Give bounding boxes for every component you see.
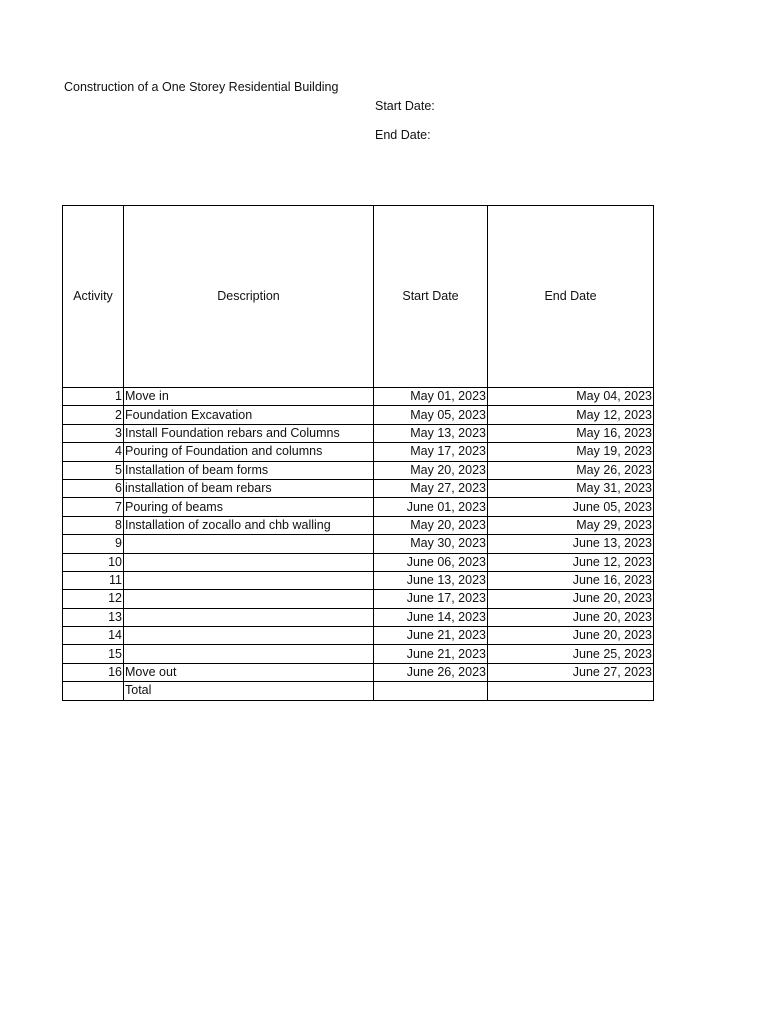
description-cell: [124, 645, 374, 663]
start-date-cell: June 17, 2023: [374, 590, 488, 608]
start-date-cell: May 01, 2023: [374, 388, 488, 406]
start-date-cell: May 20, 2023: [374, 516, 488, 534]
table-row: [63, 461, 654, 479]
activity-number-cell: 12: [63, 590, 124, 608]
activity-number-cell: 8: [63, 516, 124, 534]
description-cell: Pouring of Foundation and columns: [124, 443, 374, 461]
activity-number-cell: 16: [63, 663, 124, 681]
table-row: [63, 516, 654, 534]
total-activity-cell: [63, 682, 124, 700]
document-title: Construction of a One Storey Residential Building: [64, 80, 339, 94]
total-row: [63, 682, 654, 700]
header-end-date: End Date: [488, 206, 654, 388]
table-row: [63, 498, 654, 516]
total-end-cell: [488, 682, 654, 700]
header-description: Description: [124, 206, 374, 388]
description-cell: [124, 627, 374, 645]
table-row: [63, 424, 654, 442]
table-row: [63, 571, 654, 589]
table-row: [63, 553, 654, 571]
start-date-cell: May 20, 2023: [374, 461, 488, 479]
start-date-label: Start Date:: [375, 99, 435, 113]
start-date-cell: May 17, 2023: [374, 443, 488, 461]
table-row: [63, 590, 654, 608]
end-date-cell: May 29, 2023: [488, 516, 654, 534]
activity-number-cell: 3: [63, 424, 124, 442]
end-date-cell: June 05, 2023: [488, 498, 654, 516]
end-date-cell: May 12, 2023: [488, 406, 654, 424]
end-date-cell: June 13, 2023: [488, 535, 654, 553]
schedule-rows: [63, 388, 654, 682]
end-date-cell: May 19, 2023: [488, 443, 654, 461]
start-date-cell: June 06, 2023: [374, 553, 488, 571]
activity-number-cell: 9: [63, 535, 124, 553]
activity-number-cell: 5: [63, 461, 124, 479]
table-row: [63, 645, 654, 663]
table-row: [63, 608, 654, 626]
header-activity: Activity: [63, 206, 124, 388]
activity-number-cell: 1: [63, 388, 124, 406]
start-date-cell: June 13, 2023: [374, 571, 488, 589]
activity-number-cell: 13: [63, 608, 124, 626]
end-date-cell: May 04, 2023: [488, 388, 654, 406]
activity-number-cell: 4: [63, 443, 124, 461]
total-start-cell: [374, 682, 488, 700]
activity-number-cell: 11: [63, 571, 124, 589]
start-date-cell: June 01, 2023: [374, 498, 488, 516]
end-date-cell: June 12, 2023: [488, 553, 654, 571]
description-cell: [124, 535, 374, 553]
end-date-cell: June 25, 2023: [488, 645, 654, 663]
description-cell: Install Foundation rebars and Columns: [124, 424, 374, 442]
table-row: [63, 627, 654, 645]
start-date-cell: June 26, 2023: [374, 663, 488, 681]
table-row: [63, 443, 654, 461]
table-row: [63, 479, 654, 497]
table-row: [63, 535, 654, 553]
activity-number-cell: 10: [63, 553, 124, 571]
header-row: [63, 206, 654, 388]
description-cell: Pouring of beams: [124, 498, 374, 516]
description-cell: [124, 590, 374, 608]
header-start-date: Start Date: [374, 206, 488, 388]
start-date-cell: May 13, 2023: [374, 424, 488, 442]
description-cell: [124, 553, 374, 571]
activity-number-cell: 6: [63, 479, 124, 497]
description-cell: Installation of beam forms: [124, 461, 374, 479]
description-cell: Installation of zocallo and chb walling: [124, 516, 374, 534]
activity-number-cell: 2: [63, 406, 124, 424]
end-date-cell: June 27, 2023: [488, 663, 654, 681]
start-date-cell: June 21, 2023: [374, 645, 488, 663]
start-date-cell: June 21, 2023: [374, 627, 488, 645]
activity-number-cell: 14: [63, 627, 124, 645]
end-date-cell: June 16, 2023: [488, 571, 654, 589]
start-date-cell: May 30, 2023: [374, 535, 488, 553]
description-cell: installation of beam rebars: [124, 479, 374, 497]
end-date-cell: June 20, 2023: [488, 608, 654, 626]
schedule-table: [62, 205, 654, 701]
start-date-cell: May 27, 2023: [374, 479, 488, 497]
description-cell: Move in: [124, 388, 374, 406]
end-date-cell: May 16, 2023: [488, 424, 654, 442]
end-date-label: End Date:: [375, 128, 431, 142]
end-date-cell: May 26, 2023: [488, 461, 654, 479]
description-cell: Move out: [124, 663, 374, 681]
table-row: [63, 388, 654, 406]
end-date-cell: June 20, 2023: [488, 590, 654, 608]
description-cell: [124, 608, 374, 626]
start-date-cell: June 14, 2023: [374, 608, 488, 626]
start-date-cell: May 05, 2023: [374, 406, 488, 424]
table-row: [63, 406, 654, 424]
total-label: Total: [124, 682, 374, 700]
table-row: [63, 663, 654, 681]
description-cell: [124, 571, 374, 589]
description-cell: Foundation Excavation: [124, 406, 374, 424]
activity-number-cell: 15: [63, 645, 124, 663]
end-date-cell: June 20, 2023: [488, 627, 654, 645]
end-date-cell: May 31, 2023: [488, 479, 654, 497]
activity-number-cell: 7: [63, 498, 124, 516]
